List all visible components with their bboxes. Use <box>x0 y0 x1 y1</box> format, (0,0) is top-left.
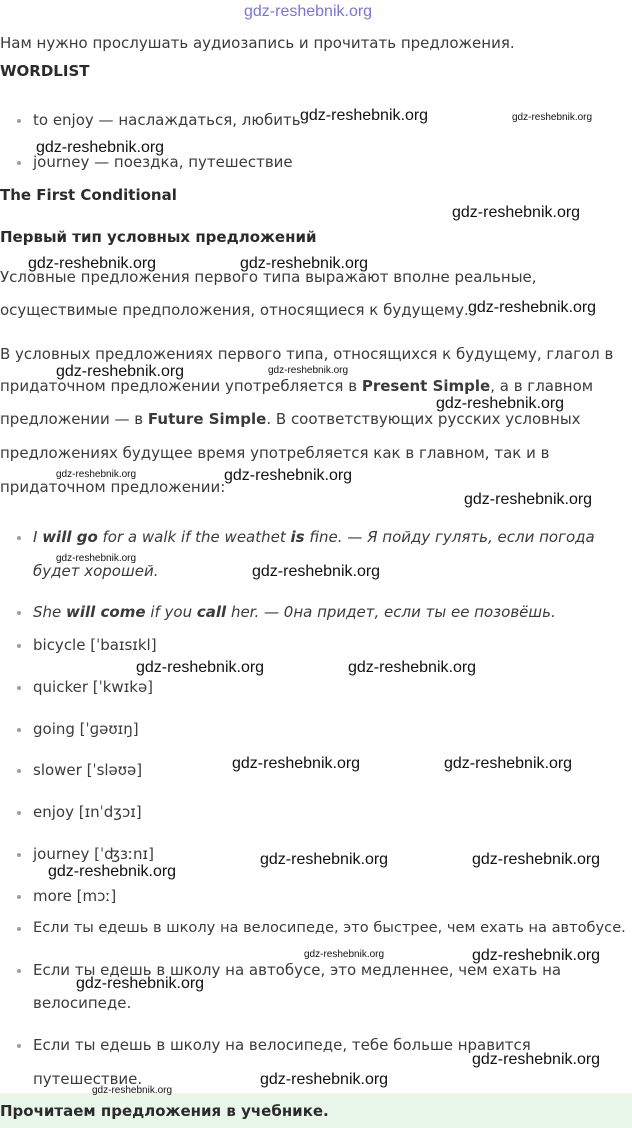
transcription-item: enjoy [ɪnˈdʒɔɪ] <box>33 803 142 821</box>
wordlist-item: journey — поездка, путешествие <box>33 153 293 171</box>
first-conditional-heading: The First Conditional <box>0 186 177 204</box>
sentence-2: Если ты едешь в школу на автобусе, это медленнее, чем ехать на <box>33 961 562 979</box>
watermark[interactable]: gdz-reshebnik.org <box>468 299 597 316</box>
para2-line3-a: предложении — в <box>0 410 148 428</box>
watermark[interactable]: gdz-reshebnik.org <box>48 863 177 880</box>
para2-line5: придаточном предложении: <box>0 478 226 496</box>
watermark[interactable]: gdz-reshebnik.org <box>56 553 137 564</box>
transcription-item: slower [ˈsləʊə] <box>33 761 143 779</box>
watermark[interactable]: gdz-reshebnik.org <box>240 255 369 272</box>
para1-line1: Условные предложения первого типа выражают вполне реальные, <box>0 268 537 286</box>
present-simple-term: Present Simple <box>361 377 491 395</box>
sentence-1: Если ты едешь в школу на велосипеде, это быстрее, чем ехать на автобусе. <box>33 919 626 936</box>
sentence-3-line2: путешествие. <box>33 1070 143 1088</box>
watermark[interactable]: gdz-reshebnik.org <box>436 395 565 412</box>
watermark[interactable]: gdz-reshebnik.org <box>472 851 601 868</box>
watermark[interactable]: gdz-reshebnik.org <box>252 563 381 580</box>
watermark[interactable]: gdz-reshebnik.org <box>56 469 137 480</box>
para2-line1: В условных предложениях первого типа, относящихся к будущему, глагол в <box>0 345 614 363</box>
watermark[interactable]: gdz-reshebnik.org <box>136 659 265 676</box>
wordlist-item: to enjoy — наслаждаться, любить <box>33 111 301 129</box>
watermark[interactable]: gdz-reshebnik.org <box>92 1085 173 1096</box>
watermark[interactable]: gdz-reshebnik.org <box>36 139 165 156</box>
russian-heading: Первый тип условных предложений <box>0 228 317 246</box>
watermark[interactable]: gdz-reshebnik.org <box>260 1071 389 1088</box>
intro-text: Нам нужно прослушать аудиозапись и прочитать предложения. <box>0 34 515 52</box>
sentence-2-line2: велосипеде. <box>33 994 132 1012</box>
watermark[interactable]: gdz-reshebnik.org <box>472 1051 601 1068</box>
transcription-item: journey [ˈʤɜːnɪ] <box>33 845 154 863</box>
para2-line3-c: . В соответствующих русских условных <box>266 410 581 428</box>
para2-line2-a: придаточном предложении употребляется в <box>0 377 362 395</box>
watermark[interactable]: gdz-reshebnik.org <box>300 107 429 124</box>
watermark[interactable]: gdz-reshebnik.org <box>76 975 205 992</box>
watermark[interactable]: gdz-reshebnik.org <box>268 365 349 376</box>
watermark[interactable]: gdz-reshebnik.org <box>512 112 593 123</box>
transcription-item: going [ˈɡəʊɪŋ] <box>33 720 139 738</box>
watermark[interactable]: gdz-reshebnik.org <box>304 949 385 960</box>
transcription-item: bicycle [ˈbaɪsɪkl] <box>33 636 157 654</box>
watermark[interactable]: gdz-reshebnik.org <box>224 467 353 484</box>
watermark[interactable]: gdz-reshebnik.org <box>260 851 389 868</box>
example-1: I will go for a walk if the weathet is fine. — Я пойду гулять, если погода <box>33 528 595 546</box>
watermark-top[interactable]: gdz-reshebnik.org <box>244 3 373 20</box>
watermark[interactable]: gdz-reshebnik.org <box>348 659 477 676</box>
watermark[interactable]: gdz-reshebnik.org <box>56 363 185 380</box>
para1-line2: осуществимые предположения, относящиеся к будущему. <box>0 301 469 319</box>
watermark[interactable]: gdz-reshebnik.org <box>444 755 573 772</box>
watermark[interactable]: gdz-reshebnik.org <box>28 255 157 272</box>
para2-line4: предложениях будущее время употребляется как в главном, так и в <box>0 444 550 462</box>
future-simple-term: Future Simple <box>147 410 267 428</box>
example-1-line2: будет хорошей. <box>33 562 159 580</box>
watermark[interactable]: gdz-reshebnik.org <box>232 755 361 772</box>
transcription-item: more [mɔː] <box>33 887 117 905</box>
example-2: She will come if you call her. — 0на придет, если ты ее позовёшь. <box>33 603 556 621</box>
transcription-item: quicker [ˈkwɪkə] <box>33 678 154 696</box>
footer-text: Прочитаем предложения в учебнике. <box>0 1102 329 1120</box>
watermark[interactable]: gdz-reshebnik.org <box>472 947 601 964</box>
para2-line2-c: , а в главном <box>490 377 594 395</box>
watermark[interactable]: gdz-reshebnik.org <box>452 204 581 221</box>
watermark[interactable]: gdz-reshebnik.org <box>464 491 593 508</box>
footer-banner <box>0 1093 632 1128</box>
wordlist-heading: WORDLIST <box>0 62 90 80</box>
sentence-3: Если ты едешь в школу на велосипеде, тебе больше нравится <box>33 1036 531 1054</box>
